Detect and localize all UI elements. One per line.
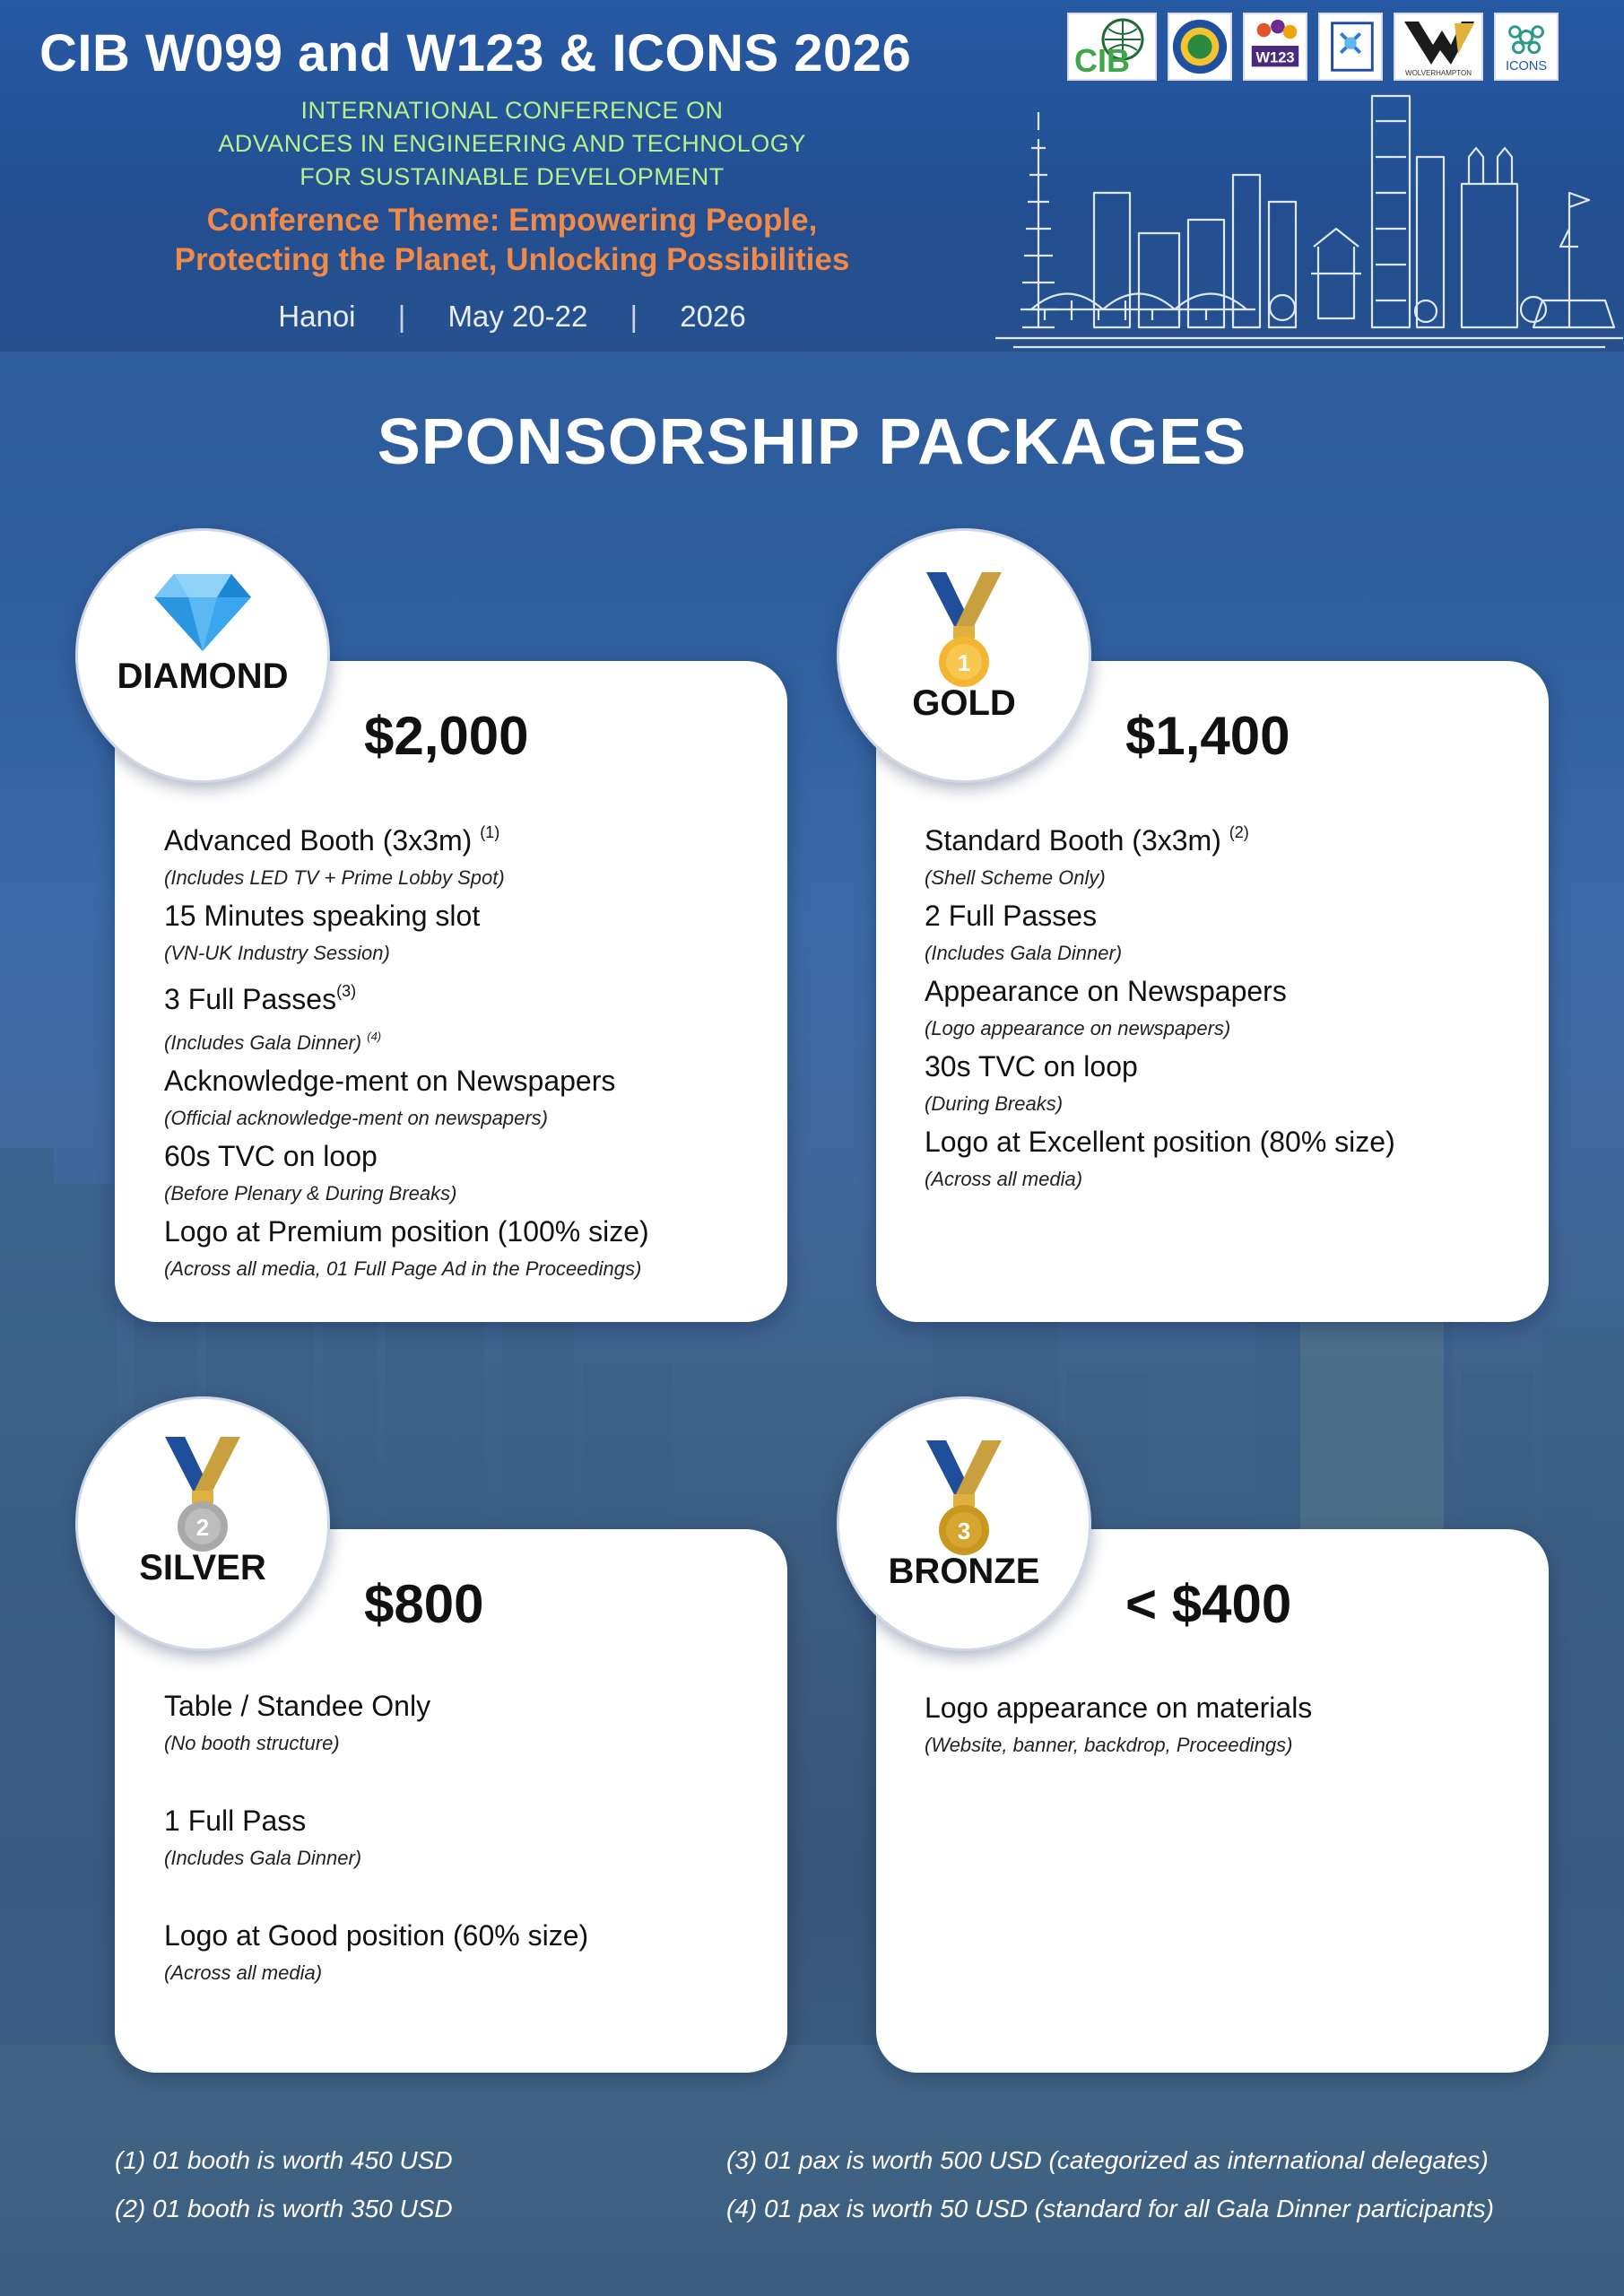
benefit-detail: (Across all media, 01 Full Page Ad in the Proceedings) — [164, 1257, 642, 1280]
benefit-detail: (Website, banner, backdrop, Proceedings) — [925, 1734, 1293, 1756]
gold-medal-number: 1 — [957, 649, 971, 676]
benefit-detail: (Includes Gala Dinner) — [925, 942, 1123, 964]
conference-theme-line-2: Protecting the Planet, Unlocking Possibilities — [174, 242, 850, 277]
conference-meta — [0, 300, 1024, 334]
benefit-detail: (Includes LED TV + Prime Lobby Spot) — [164, 866, 505, 889]
silver-label: SILVER — [139, 1548, 266, 1587]
gold-medal-icon — [919, 572, 1009, 689]
wolverhampton-logo-text: WOLVERHAMPTON — [1405, 69, 1472, 77]
bronze-medal-icon — [919, 1440, 1009, 1557]
list-item — [925, 1122, 1395, 1197]
benefit-title: 3 Full Passes — [164, 983, 337, 1015]
list-item — [164, 1136, 649, 1212]
benefit-title: Logo at Good position (60% size) — [164, 1919, 589, 1952]
list-item — [164, 813, 649, 896]
cib-logo-text: CIB — [1074, 42, 1130, 79]
partner-logos — [1067, 13, 1559, 81]
conference-name-line-3: FOR SUSTAINABLE DEVELOPMENT — [300, 163, 725, 190]
icons-logo-text: ICONS — [1505, 59, 1548, 74]
list-item — [164, 1686, 588, 1761]
gold-price: $1,400 — [1125, 706, 1290, 766]
icons-logo — [1494, 13, 1559, 81]
benefit-detail: (No booth structure) — [164, 1732, 340, 1754]
gold-badge — [837, 528, 1091, 783]
benefit-title: 2 Full Passes — [925, 900, 1098, 932]
footnote-marker: (3) — [336, 982, 357, 1000]
w123-logo-text: W123 — [1255, 49, 1295, 66]
silver-price: $800 — [364, 1574, 484, 1634]
gold-label: GOLD — [912, 683, 1016, 723]
benefit-detail: (Includes Gala Dinner) — [164, 1031, 362, 1054]
list-item — [164, 1061, 649, 1136]
benefit-detail: (Includes Gala Dinner) — [164, 1847, 362, 1869]
diamond-price: $2,000 — [364, 706, 529, 766]
conference-dates: May 20-22 — [447, 300, 588, 333]
diamond-benefits-list — [164, 813, 649, 1287]
conference-name-line-2: ADVANCES IN ENGINEERING AND TECHNOLOGY — [218, 130, 806, 157]
benefit-detail: (Across all media) — [164, 1961, 323, 1984]
daihoc-xaydung-logo — [1318, 13, 1383, 81]
conference-name-line-1: INTERNATIONAL CONFERENCE ON — [300, 97, 724, 124]
footnote-marker: (4) — [367, 1030, 382, 1043]
benefit-title: 1 Full Pass — [164, 1805, 307, 1837]
meta-separator: | — [630, 300, 638, 333]
footnote-4: (4) 01 pax is worth 50 USD (standard for all Gala Dinner participants) — [726, 2195, 1494, 2222]
list-item — [164, 1916, 588, 1991]
conference-year: 2026 — [680, 300, 746, 333]
bronze-badge — [837, 1396, 1091, 1651]
cib-logo — [1067, 13, 1157, 81]
benefit-detail: (Official acknowledge-ment on newspapers) — [164, 1107, 548, 1129]
conference-location: Hanoi — [278, 300, 356, 333]
bronze-label: BRONZE — [888, 1552, 1040, 1591]
footnote-3: (3) 01 pax is worth 500 USD (categorized as international delegates) — [726, 2146, 1489, 2174]
list-item — [164, 896, 649, 971]
silver-badge — [75, 1396, 330, 1651]
list-item — [164, 971, 649, 1061]
silver-benefits-list — [164, 1686, 588, 2031]
benefit-detail: (Across all media) — [925, 1168, 1083, 1190]
benefit-detail: (VN-UK Industry Session) — [164, 942, 390, 964]
list-item — [925, 971, 1395, 1047]
list-item — [925, 896, 1395, 971]
benefit-detail: (Before Plenary & During Breaks) — [164, 1182, 457, 1205]
silver-medal-icon — [158, 1437, 248, 1553]
silver-medal-number: 2 — [195, 1514, 210, 1541]
benefit-title: Acknowledge-ment on Newspapers — [164, 1065, 616, 1097]
benefit-detail: (Logo appearance on newspapers) — [925, 1017, 1231, 1039]
footnote-marker: (2) — [1229, 823, 1249, 841]
list-item — [164, 1801, 588, 1876]
section-title: SPONSORSHIP PACKAGES — [377, 406, 1247, 478]
wolverhampton-logo — [1394, 13, 1483, 81]
benefit-title: Logo appearance on materials — [925, 1692, 1313, 1724]
diamond-icon — [154, 574, 251, 651]
diamond-badge — [75, 528, 330, 783]
footnote-2: (2) 01 booth is worth 350 USD — [115, 2195, 453, 2222]
list-item — [925, 1047, 1395, 1122]
benefit-title: Standard Booth (3x3m) — [925, 824, 1221, 857]
gold-benefits-list — [925, 813, 1395, 1197]
benefit-title: Advanced Booth (3x3m) — [164, 824, 473, 857]
bronze-price: < $400 — [1125, 1574, 1292, 1634]
hanoi-skyline-illustration — [995, 85, 1623, 352]
university-seal-logo — [1168, 13, 1232, 81]
benefit-detail: (During Breaks) — [925, 1092, 1064, 1115]
benefit-title: Table / Standee Only — [164, 1690, 431, 1722]
benefit-title: Appearance on Newspapers — [925, 975, 1287, 1007]
benefit-title: Logo at Excellent position (80% size) — [925, 1126, 1395, 1158]
page-header — [0, 0, 1624, 352]
bronze-benefits-list — [925, 1688, 1312, 1763]
list-item — [925, 813, 1395, 896]
footnote-1: (1) 01 booth is worth 450 USD — [115, 2146, 453, 2174]
conference-theme-line-1: Conference Theme: Empowering People, — [206, 203, 818, 238]
list-item — [925, 1688, 1312, 1763]
conference-title: CIB W099 and W123 & ICONS 2026 — [39, 24, 912, 83]
meta-separator: | — [397, 300, 406, 333]
benefit-title: 15 Minutes speaking slot — [164, 900, 481, 932]
w123-logo — [1243, 13, 1307, 81]
benefit-detail: (Shell Scheme Only) — [925, 866, 1106, 889]
bronze-medal-number: 3 — [957, 1518, 971, 1544]
list-item — [164, 1212, 649, 1287]
benefit-title: Logo at Premium position (100% size) — [164, 1215, 649, 1248]
footnote-marker: (1) — [480, 823, 500, 841]
benefit-title: 30s TVC on loop — [925, 1050, 1138, 1083]
diamond-label: DIAMOND — [117, 657, 289, 696]
benefit-title: 60s TVC on loop — [164, 1140, 378, 1172]
